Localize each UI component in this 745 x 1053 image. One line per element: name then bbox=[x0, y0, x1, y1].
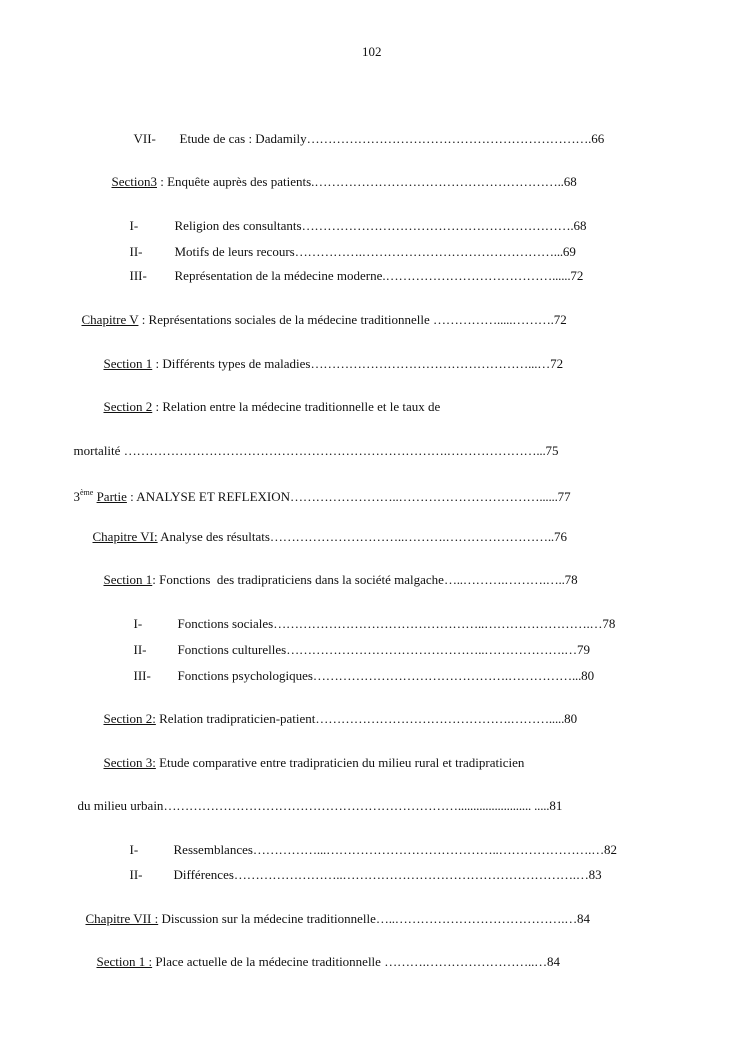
toc-entry bbox=[67, 427, 559, 459]
toc-title: Différences bbox=[173, 867, 234, 882]
toc-link[interactable]: Section 3: bbox=[103, 755, 156, 770]
toc-title: mortalité bbox=[73, 443, 124, 458]
toc-leader: ……………………………………………………………........................ ..... bbox=[163, 798, 550, 813]
toc-leader: ……………………..……………………………...... bbox=[290, 489, 558, 504]
toc-title: : ANALYSE ET REFLEXION bbox=[126, 489, 291, 504]
toc-title: : Différents types de maladies bbox=[152, 356, 311, 371]
toc-page: 79 bbox=[576, 642, 590, 657]
toc-title: : Représentations sociales de la médecine traditionnelle bbox=[138, 312, 434, 327]
toc-title: Fonctions culturelles bbox=[177, 642, 287, 657]
toc-page: 72 bbox=[553, 312, 567, 327]
toc-entry bbox=[97, 695, 577, 727]
part-superscript: ème bbox=[80, 488, 94, 497]
toc-link[interactable]: Partie bbox=[96, 489, 127, 504]
page-number: 102 bbox=[362, 44, 382, 59]
toc-entry bbox=[67, 469, 571, 505]
toc-title: Analyse des résultats bbox=[157, 529, 270, 544]
toc-entry bbox=[71, 782, 562, 814]
toc-page: 84 bbox=[546, 954, 560, 969]
toc-number: III- bbox=[133, 668, 151, 683]
toc-entry bbox=[97, 739, 524, 771]
toc-page: 83 bbox=[588, 867, 602, 882]
toc-title: Représentation de la médecine moderne. bbox=[174, 268, 386, 283]
toc-number: III- bbox=[129, 268, 147, 283]
toc-number: I- bbox=[129, 842, 139, 857]
toc-page: 77 bbox=[557, 489, 571, 504]
toc-link[interactable]: Section 2 bbox=[103, 399, 153, 414]
toc-leader: ……………………………………………...… bbox=[310, 356, 551, 371]
toc-title: : Fonctions des tradipraticiens dans la société malgache bbox=[152, 572, 444, 587]
toc-link[interactable]: Section 1 bbox=[103, 572, 153, 587]
toc-leader: ……………...…………………………………..………………….… bbox=[252, 842, 605, 857]
toc-link[interactable]: Section 2: bbox=[103, 711, 156, 726]
toc-link[interactable]: Chapitre VI: bbox=[92, 529, 158, 544]
toc-page: 81 bbox=[549, 798, 563, 813]
toc-title: Etude de cas : Dadamily bbox=[179, 131, 307, 146]
toc-number: I- bbox=[133, 616, 143, 631]
toc-title: Relation tradipraticien-patient bbox=[155, 711, 316, 726]
toc-leader: ……………………………………….………..... bbox=[315, 711, 565, 726]
toc-link[interactable]: Chapitre VII : bbox=[85, 911, 159, 926]
toc-entry bbox=[97, 383, 440, 415]
toc-entry bbox=[127, 115, 604, 147]
toc-page: 75 bbox=[545, 443, 559, 458]
toc-title: Etude comparative entre tradipraticien du milieu rural et tradipraticien bbox=[155, 755, 525, 770]
toc-link[interactable]: Section 1 bbox=[103, 356, 153, 371]
toc-entry bbox=[105, 158, 577, 190]
toc-page: 69 bbox=[562, 244, 576, 259]
toc-number: II- bbox=[129, 244, 143, 259]
toc-entry bbox=[79, 895, 590, 927]
toc-entry bbox=[127, 652, 594, 684]
toc-number: I- bbox=[129, 218, 139, 233]
toc-page: 80 bbox=[564, 711, 578, 726]
toc-leader: …………………………………………..…………………….… bbox=[273, 616, 603, 631]
toc-leader: ………………………………………………………. bbox=[301, 218, 574, 233]
toc-leader: ……….……………………..… bbox=[384, 954, 547, 969]
toc-entry bbox=[123, 851, 602, 883]
toc-title: Fonctions psychologiques bbox=[177, 668, 313, 683]
toc-entry bbox=[97, 340, 563, 372]
toc-title: Motifs de leurs recours bbox=[174, 244, 295, 259]
toc-leader: …………………………………………………………. bbox=[306, 131, 592, 146]
toc-page: 80 bbox=[581, 668, 595, 683]
toc-page: 68 bbox=[573, 218, 587, 233]
toc-leader: …………………………………...... bbox=[385, 268, 571, 283]
toc-title: : Relation entre la médecine traditionnelle et le taux de bbox=[152, 399, 441, 414]
toc-title: Ressemblances bbox=[173, 842, 253, 857]
toc-title: : Enquête auprès des patients. bbox=[157, 174, 315, 189]
toc-page: 84 bbox=[577, 911, 591, 926]
toc-leader: …………….………………………………………... bbox=[294, 244, 563, 259]
toc-leader: …..……….……….….. bbox=[443, 572, 565, 587]
toc-link[interactable]: Section3 bbox=[111, 174, 157, 189]
toc-page: 68 bbox=[563, 174, 577, 189]
toc-page: 76 bbox=[553, 529, 567, 544]
toc-entry bbox=[90, 938, 560, 970]
toc-leader: ………………………………………..……………….… bbox=[286, 642, 577, 657]
toc-entry bbox=[86, 513, 567, 545]
toc-link[interactable]: Chapitre V bbox=[81, 312, 139, 327]
part-number: 3 bbox=[73, 489, 80, 504]
toc-entry bbox=[75, 296, 567, 328]
toc-page: 78 bbox=[564, 572, 578, 587]
toc-number: VII- bbox=[133, 131, 156, 146]
toc-number: II- bbox=[129, 867, 143, 882]
toc-leader: ………………………………………………………………….…………………... bbox=[123, 443, 546, 458]
toc-title: du milieu urbain bbox=[77, 798, 164, 813]
toc-leader: ……………………..……………………………………………….… bbox=[233, 867, 589, 882]
toc-number: II- bbox=[133, 642, 147, 657]
toc-leader: ……………………………………….……………... bbox=[312, 668, 582, 683]
toc-title: Place actuelle de la médecine traditionnelle bbox=[152, 954, 385, 969]
toc-entry bbox=[123, 252, 583, 284]
toc-page: 66 bbox=[591, 131, 605, 146]
toc-leader: ………………………………………………….. bbox=[314, 174, 564, 189]
toc-page: 82 bbox=[604, 842, 618, 857]
toc-leader: …………….....………. bbox=[433, 312, 554, 327]
toc-leader: …..………………………………….… bbox=[375, 911, 578, 926]
toc-title: Fonctions sociales bbox=[177, 616, 274, 631]
toc-page: 72 bbox=[570, 268, 584, 283]
toc-entry bbox=[97, 556, 578, 588]
toc-link[interactable]: Section 1 : bbox=[96, 954, 153, 969]
toc-leader: …………………………..……….…………………….. bbox=[269, 529, 554, 544]
toc-title: Religion des consultants bbox=[174, 218, 302, 233]
toc-page: 72 bbox=[550, 356, 564, 371]
toc-title: Discussion sur la médecine traditionnelle bbox=[158, 911, 376, 926]
toc-page: 78 bbox=[602, 616, 616, 631]
